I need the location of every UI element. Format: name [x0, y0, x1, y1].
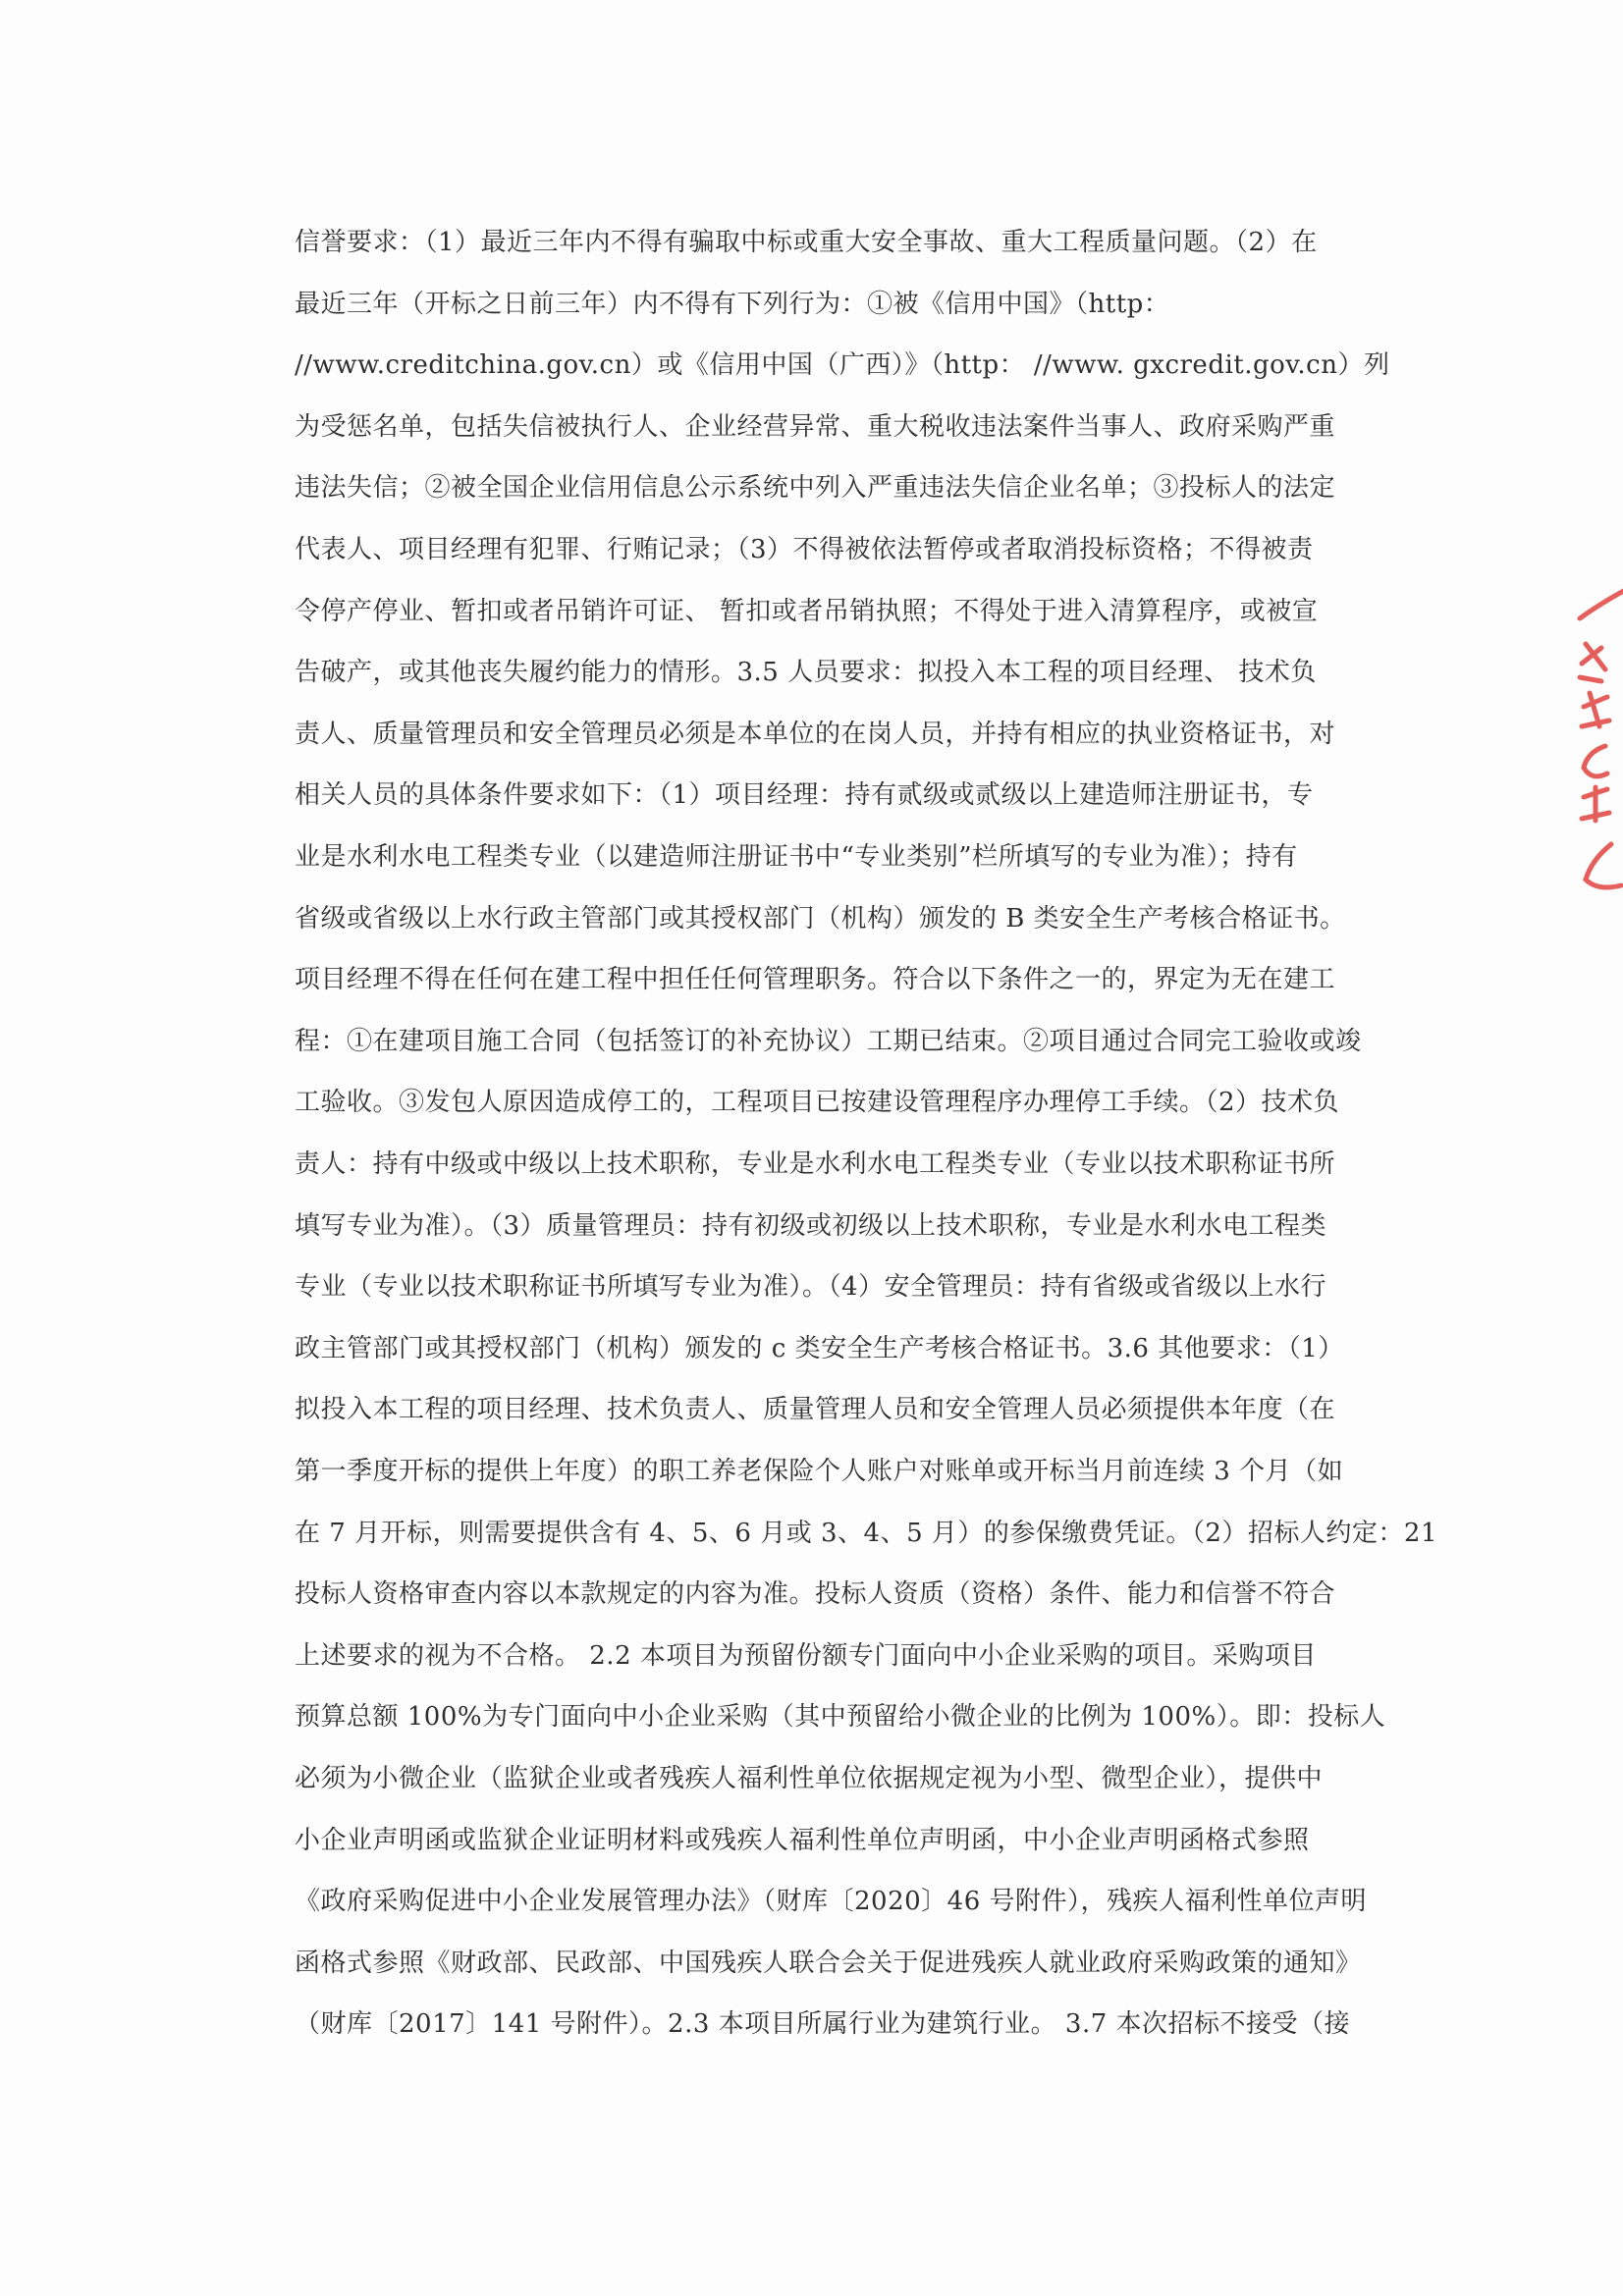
- text-line: 上述要求的视为不合格。 2.2 本项目为预留份额专门面向中小企业采购的项目。采购项目: [295, 1640, 1317, 1671]
- text-line: //www.creditchina.gov.cn）或《信用中国（广西）》（http： //www. gxcredit.gov.cn）列: [295, 350, 1390, 381]
- text-line: 程：①在建项目施工合同（包括签订的补充协议）工期已结束。②项目通过合同完工验收或竣: [295, 1026, 1362, 1056]
- text-line: 业是水利水电工程类专业（以建造师注册证书中“专业类别”栏所填写的专业为准）；持有: [295, 842, 1298, 872]
- text-line: 最近三年（开标之日前三年）内不得有下列行为：①被《信用中国》（http：: [295, 289, 1170, 319]
- text-line: （财库〔2017〕141 号附件）。2.3 本项目所属行业为建筑行业。 3.7 本次招标不接受（接: [295, 2009, 1351, 2040]
- text-line: 相关人员的具体条件要求如下：（1）项目经理：持有贰级或贰级以上建造师注册证书，专: [295, 780, 1314, 811]
- text-line: 告破产，或其他丧失履约能力的情形。3.5 人员要求：拟投入本工程的项目经理、 技术负: [295, 658, 1317, 688]
- text-line: 必须为小微企业（监狱企业或者残疾人福利性单位依据规定视为小型、微型企业），提供中: [295, 1764, 1324, 1793]
- text-line: 为受惩名单，包括失信被执行人、企业经营异常、重大税收违法案件当事人、政府采购严重: [295, 411, 1336, 442]
- text-line: 项目经理不得在任何在建工程中担任任何管理职务。符合以下条件之一的，界定为无在建工: [295, 965, 1336, 995]
- text-line: 信誉要求：（1）最近三年内不得有骗取中标或重大安全事故、重大工程质量问题。（2）在: [295, 228, 1318, 257]
- text-line: 填写专业为准）。（3）质量管理员：持有初级或初级以上技术职称，专业是水利水电工程类: [295, 1210, 1327, 1241]
- text-line: 工验收。③发包人原因造成停工的，工程项目已按建设管理程序办理停工手续。（2）技术负: [295, 1088, 1340, 1118]
- text-line: 投标人资格审查内容以本款规定的内容为准。投标人资质（资格）条件、能力和信誉不符合: [295, 1579, 1336, 1610]
- seal-stamp-graphic: [1562, 579, 1623, 893]
- text-line: 责人：持有中级或中级以上技术职称，专业是水利水电工程类专业（专业以技术职称证书所: [295, 1149, 1336, 1179]
- seal-stamp-icon: [1562, 579, 1623, 893]
- text-line: 函格式参照《财政部、民政部、中国残疾人联合会关于促进残疾人就业政府采购政策的通知》: [295, 1948, 1362, 1978]
- text-line: 代表人、项目经理有犯罪、行贿记录；（3）不得被依法暂停或者取消投标资格；不得被责: [295, 535, 1314, 564]
- text-line: 省级或省级以上水行政主管部门或其授权部门（机构）颁发的 B 类安全生产考核合格证书。: [295, 903, 1346, 934]
- text-line: 第一季度开标的提供上年度）的职工养老保险个人账户对账单或开标当月前连续 3 个月（如: [295, 1457, 1344, 1486]
- text-line: 责人、质量管理员和安全管理员必须是本单位的在岗人员，并持有相应的执业资格证书，对: [295, 719, 1336, 749]
- text-line: 在 7 月开标，则需要提供含有 4、5、6 月或 3、4、5 月）的参保缴费凭证。（2）招标人约定：21: [295, 1518, 1438, 1548]
- text-line: 违法失信；②被全国企业信用信息公示系统中列入严重违法失信企业名单；③投标人的法定: [295, 473, 1336, 504]
- text-line: 令停产停业、暂扣或者吊销许可证、 暂扣或者吊销执照；不得处于进入清算程序，或被宣: [295, 596, 1319, 626]
- text-line: 政主管部门或其授权部门（机构）颁发的 c 类安全生产考核合格证书。3.6 其他要求：（1）: [295, 1333, 1344, 1363]
- text-line: 小企业声明函或监狱企业证明材料或残疾人福利性单位声明函，中小企业声明函格式参照: [295, 1825, 1310, 1855]
- text-line: 预算总额 100%为专门面向中小企业采购（其中预留给小微企业的比例为 100%）。即：投标人: [295, 1702, 1386, 1733]
- text-line: 拟投入本工程的项目经理、技术负责人、质量管理人员和安全管理人员必须提供本年度（在: [295, 1395, 1336, 1425]
- text-line: 《政府采购促进中小企业发展管理办法》（财库〔2020〕46 号附件），残疾人福利性单位声明: [295, 1887, 1368, 1917]
- text-line: 专业（专业以技术职称证书所填写专业为准）。（4）安全管理员：持有省级或省级以上水行: [295, 1272, 1327, 1303]
